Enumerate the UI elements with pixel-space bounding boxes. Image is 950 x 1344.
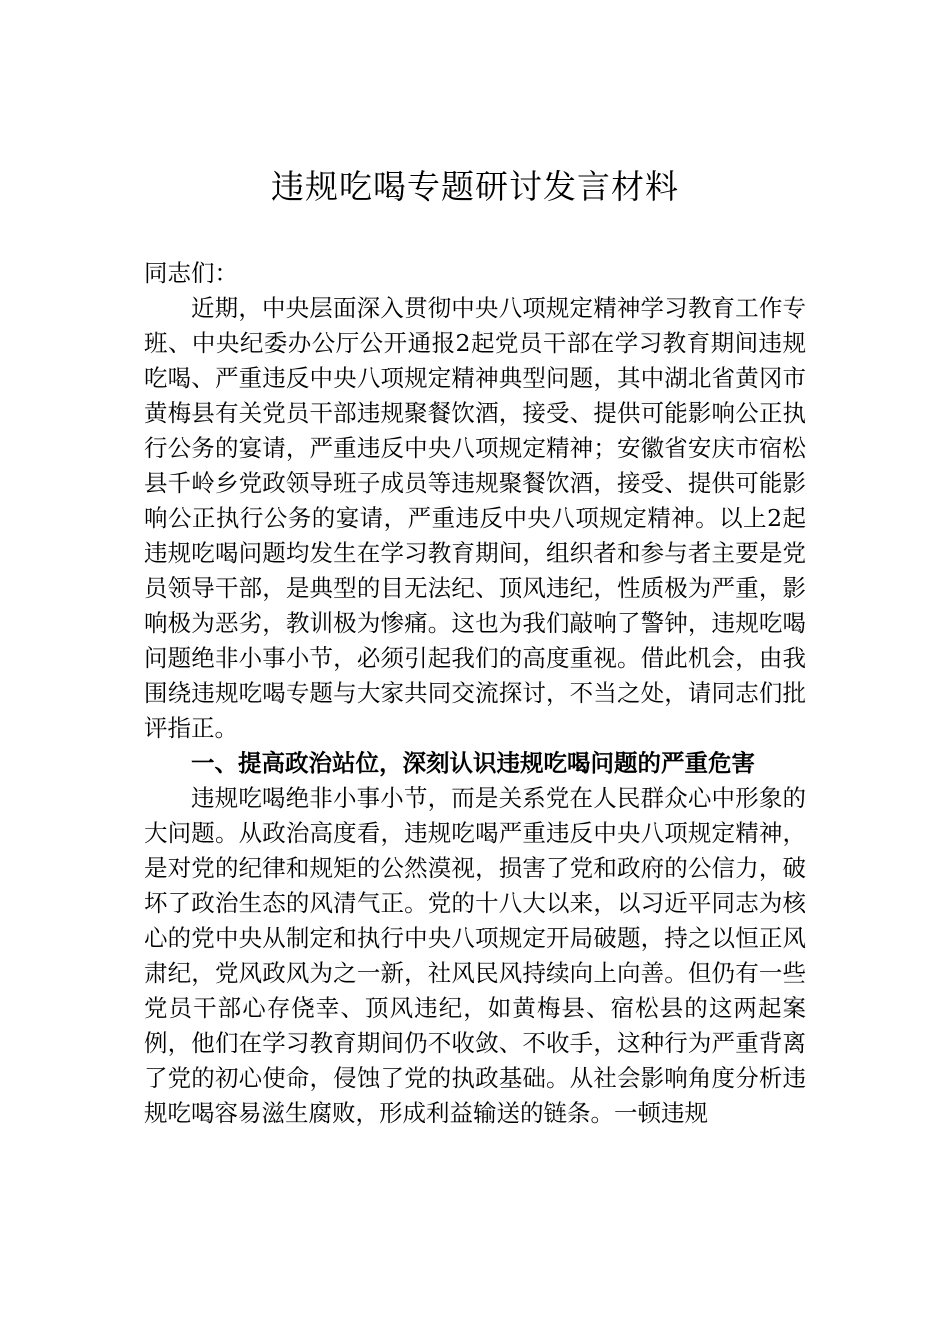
- document-body: [144, 256, 806, 1131]
- intro-paragraph: 近期，中央层面深入贯彻中央八项规定精神学习教育工作专班、中央纪委办公厅公开通报2起党员干部在学习教育期间违规吃喝、严重违反中央八项规定精神典型问题，其中湖北省黄冈市黄梅县有关党员干部违规聚餐饮酒，接受、提供可能影响公正执行公务的宴请，严重违反中央八项规定精神；安徽省安庆市宿松县千岭乡党政领导班子成员等违规聚餐饮酒，接受、提供可能影响公正执行公务的宴请，严重违反中央八项规定精神。以上2起违规吃喝问题均发生在学习教育期间，组织者和参与者主要是党员领导干部，是典型的目无法纪、顶风违纪，性质极为严重，影响极为恶劣，教训极为惨痛。这也为我们敲响了警钟，违规吃喝问题绝非小事小节，必须引起我们的高度重视。借此机会，由我围绕违规吃喝专题与大家共同交流探讨，不当之处，请同志们批评指正。: [144, 294, 806, 742]
- salutation: 同志们：: [144, 259, 238, 287]
- document-title: 违规吃喝专题研讨发言材料: [271, 167, 679, 206]
- section-heading-1: 一、提高政治站位，深刻认识违规吃喝问题的严重危害: [191, 749, 755, 777]
- section-1-paragraph: 违规吃喝绝非小事小节，而是关系党在人民群众心中形象的大问题。从政治高度看，违规吃喝严重违反中央八项规定精神，是对党的纪律和规矩的公然漠视，损害了党和政府的公信力，破坏了政治生态的风清气正。党的十八大以来，以习近平同志为核心的党中央从制定和执行中央八项规定开局破题，持之以恒正风肃纪，党风政风为之一新，社风民风持续向上向善。但仍有一些党员干部心存侥幸、顶风违纪，如黄梅县、宿松县的这两起案例，他们在学习教育期间仍不收敛、不收手，这种行为严重背离了党的初心使命，侵蚀了党的执政基础。从社会影响角度分析违规吃喝容易滋生腐败，形成利益输送的链条。一顿违规: [144, 784, 806, 1127]
